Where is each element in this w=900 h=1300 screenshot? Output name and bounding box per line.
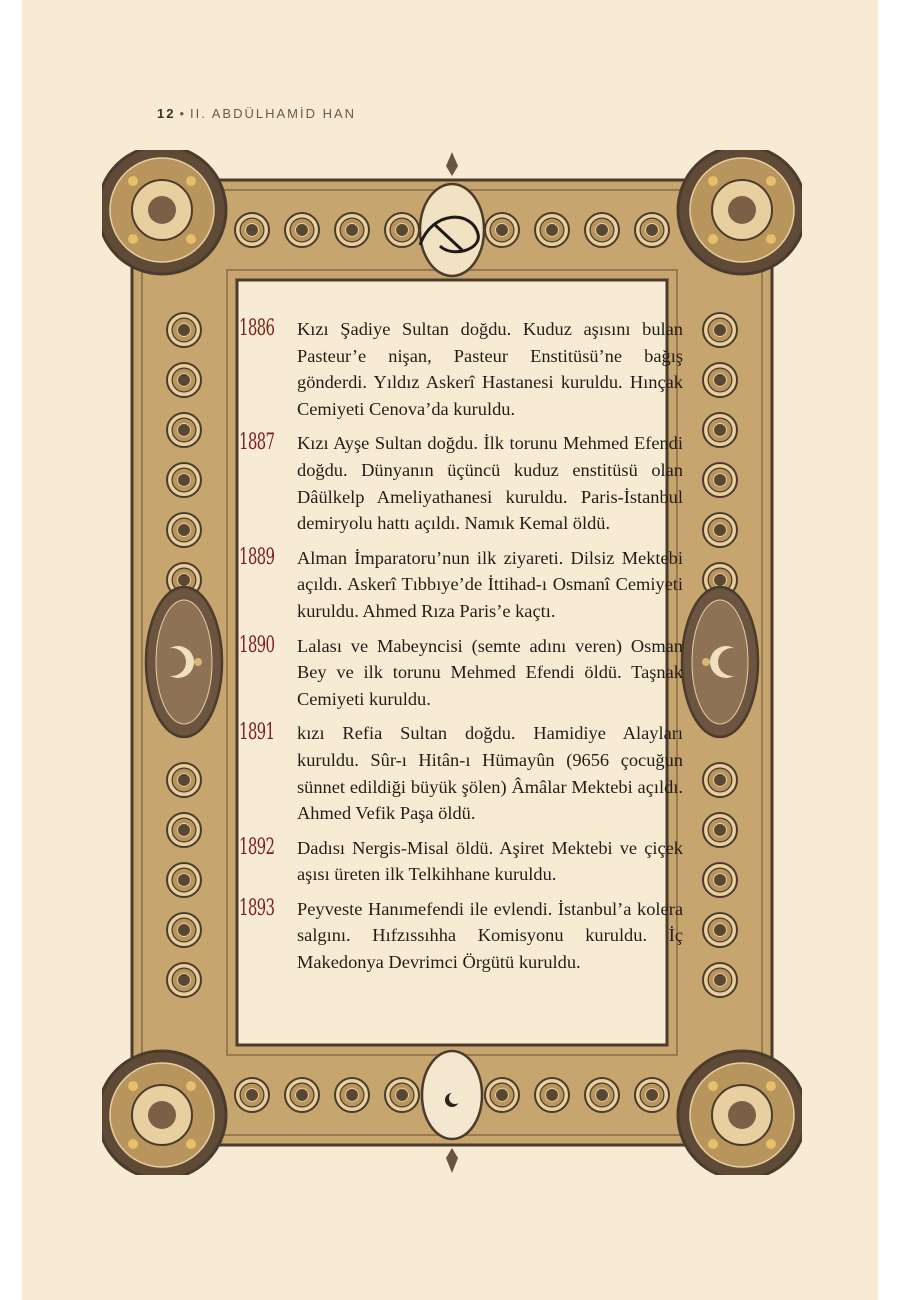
entry-text: Alman İmparatoru’nun ilk ziyareti. Dilsiz Mektebi açıldı. Askerî Tıbbıye’de İttihad-ı Osmanî Cemiyeti kuruldu. Ahmed Rıza Paris’e kaçtı. xyxy=(297,547,683,621)
rosette xyxy=(546,224,559,237)
rosette xyxy=(178,924,191,937)
star-icon xyxy=(128,176,138,186)
star-icon xyxy=(186,1139,196,1149)
header-separator: • xyxy=(179,106,187,121)
entry-year: 1886 xyxy=(239,316,275,341)
chronology-entry xyxy=(239,896,683,976)
rosette xyxy=(714,424,727,437)
rosette xyxy=(714,474,727,487)
entry-year: 1887 xyxy=(239,430,275,456)
chronology-entry xyxy=(239,633,683,713)
rosette xyxy=(596,1089,609,1102)
rosette xyxy=(346,224,359,237)
entry-text: Kızı Şadiye Sultan doğdu. Kuduz aşısını bulan Pasteur’e nişan, Pasteur Enstitüsü’ne bağış gönderdi. Yıldız Askerî Hastanesi kuruldu. Hınçak Cemiyeti Cenova’da kuruldu. xyxy=(297,319,683,419)
star-icon xyxy=(708,1139,718,1149)
rosette xyxy=(714,524,727,537)
book-title: II. ABDÜLHAMİD HAN xyxy=(190,106,357,121)
chronology-entry xyxy=(239,430,683,536)
star-icon xyxy=(186,176,196,186)
star-icon xyxy=(766,234,776,244)
chronology-list xyxy=(239,316,683,984)
rosette xyxy=(246,224,259,237)
entry-year: 1890 xyxy=(239,632,275,658)
rosette xyxy=(714,924,727,937)
star-icon xyxy=(194,658,202,666)
crescent-icon xyxy=(449,1092,461,1104)
page-number: 12 xyxy=(157,106,176,121)
star-icon xyxy=(186,234,196,244)
rosette xyxy=(178,374,191,387)
entry-year: 1892 xyxy=(239,834,275,860)
rosette xyxy=(714,874,727,887)
entry-text: Lalası ve Mabeyncisi (semte adını veren) Osman Bey ve ilk torunu Mehmed Efendi öldü. Taşnak Cemiyeti kuruldu. xyxy=(297,635,683,709)
star-icon xyxy=(186,1081,196,1091)
star-icon xyxy=(128,1081,138,1091)
book-page xyxy=(22,0,878,1300)
corner-medallion xyxy=(148,196,176,224)
rosette xyxy=(496,224,509,237)
rosette xyxy=(714,824,727,837)
chronology-entry xyxy=(239,545,683,625)
rosette xyxy=(646,224,659,237)
entry-text: kızı Refia Sultan doğdu. Hamidiye Alayları kuruldu. Sûr-ı Hitân-ı Hümayûn (9656 çocuğun sünnet edildiği büyük şölen) Âmâlar Mektebi açıldı. Ahmed Vefik Paşa öldü. xyxy=(297,723,683,824)
rosette xyxy=(296,1089,309,1102)
star-icon xyxy=(128,1139,138,1149)
star-icon xyxy=(766,1081,776,1091)
rosette xyxy=(714,974,727,987)
rosette xyxy=(346,1089,359,1102)
rosette xyxy=(178,524,191,537)
rosette xyxy=(178,874,191,887)
star-icon xyxy=(708,176,718,186)
star-icon xyxy=(708,1081,718,1091)
entry-text: Kızı Ayşe Sultan doğdu. İlk torunu Mehmed Efendi doğdu. Dünyanın üçüncü kuduz enstitüsü olan Dâülkelp Ameliyathanesi kuruldu. Paris-İstanbul demiryolu hattı açıldı. Namık Kemal öldü. xyxy=(297,433,683,534)
entry-text: Dadısı Nergis-Misal öldü. Aşiret Mektebi ve çiçek aşısı üreten ilk Telkihhane kuruldu. xyxy=(297,837,683,885)
rosette xyxy=(178,824,191,837)
chronology-entry xyxy=(239,316,683,422)
star-icon xyxy=(766,1139,776,1149)
rosette xyxy=(178,324,191,337)
rosette xyxy=(178,774,191,787)
rosette xyxy=(714,324,727,337)
entry-year: 1891 xyxy=(239,720,275,746)
entry-text: Peyveste Hanımefendi ile evlendi. İstanbul’a kolera salgını. Hıfzıssıhha Komisyonu kuruldu. İç Makedonya Devrimci Örgütü kuruldu. xyxy=(297,898,683,973)
rosette xyxy=(396,224,409,237)
chronology-entry xyxy=(239,835,683,888)
star-icon xyxy=(702,658,710,666)
rosette xyxy=(178,474,191,487)
rosette xyxy=(396,1089,409,1102)
star-icon xyxy=(708,234,718,244)
crescent-icon xyxy=(158,648,186,676)
entry-year: 1889 xyxy=(239,544,275,570)
rosette xyxy=(496,1089,509,1102)
rosette xyxy=(178,574,191,587)
fleur-icon xyxy=(446,152,458,176)
fleur-icon xyxy=(446,1148,458,1173)
rosette xyxy=(714,574,727,587)
rosette xyxy=(178,424,191,437)
corner-medallion xyxy=(728,196,756,224)
rosette xyxy=(178,974,191,987)
corner-medallion xyxy=(148,1101,176,1129)
entry-year: 1893 xyxy=(239,895,275,921)
rosette xyxy=(546,1089,559,1102)
rosette xyxy=(246,1089,259,1102)
running-head xyxy=(157,106,356,121)
corner-medallion xyxy=(728,1101,756,1129)
crescent-icon xyxy=(718,648,746,676)
rosette xyxy=(596,224,609,237)
star-icon xyxy=(128,234,138,244)
rosette xyxy=(714,774,727,787)
chronology-entry xyxy=(239,720,683,826)
rosette xyxy=(714,374,727,387)
rosette xyxy=(296,224,309,237)
star-icon xyxy=(766,176,776,186)
rosette xyxy=(646,1089,659,1102)
